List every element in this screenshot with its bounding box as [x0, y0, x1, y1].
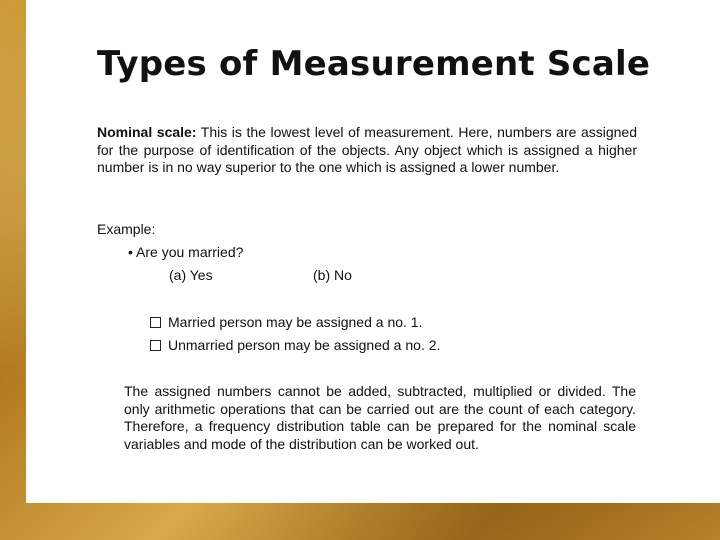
option-yes: (a) Yes [169, 267, 213, 283]
example-label: Example: [97, 221, 156, 237]
slide-title: Types of Measurement Scale [97, 44, 651, 84]
example-question: • Are you married? [128, 244, 244, 260]
slide [26, 0, 720, 503]
checkbox-icon [150, 340, 161, 351]
conclusion-paragraph: The assigned numbers cannot be added, subtracted, multiplied or divided. The only arithmetic operations that can be carried out are the count of each category. Therefore, a frequency distribution table can be prepared for the nominal scale variables and mode of the distribution can be worked out. [124, 383, 636, 452]
option-no: (b) No [313, 267, 352, 283]
check-item-label: Married person may be assigned a no. 1. [168, 314, 423, 330]
check-item-married [150, 314, 422, 330]
nominal-term: Nominal scale: [97, 124, 197, 140]
nominal-paragraph [97, 124, 637, 177]
nominal-text: This is the lowest level of measurement. Here, numbers are assigned for the purpose of identification of the objects. Any object which is assigned a higher number is in no way superior to the one which is assigned a lower number. [97, 124, 637, 175]
check-item-unmarried [150, 337, 440, 353]
checkbox-icon [150, 317, 161, 328]
check-item-label: Unmarried person may be assigned a no. 2. [168, 337, 441, 353]
